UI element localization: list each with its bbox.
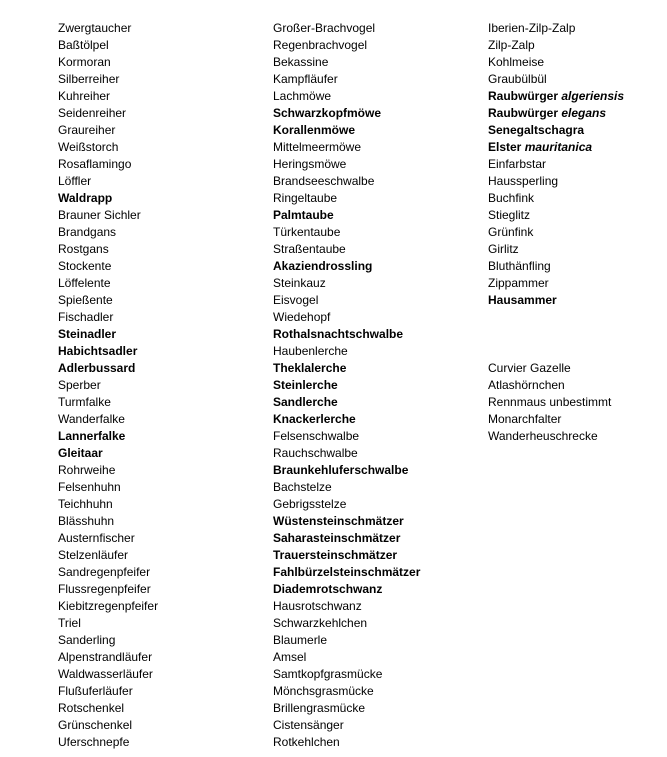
species-name: Seidenreiher bbox=[58, 106, 127, 120]
species-name: Rothalsnachtschwalbe bbox=[273, 327, 404, 341]
species-entry bbox=[58, 530, 158, 547]
species-entry bbox=[273, 683, 420, 700]
species-name: Teichhuhn bbox=[58, 497, 113, 511]
species-entry bbox=[488, 71, 624, 88]
species-name: Steinadler bbox=[58, 327, 117, 341]
species-entry bbox=[488, 20, 624, 37]
species-name: Wiedehopf bbox=[273, 310, 331, 324]
species-name: Wanderfalke bbox=[58, 412, 125, 426]
species-entry bbox=[273, 20, 420, 37]
species-entry bbox=[273, 581, 420, 598]
species-name: Steinlerche bbox=[273, 378, 338, 392]
species-entry bbox=[488, 275, 624, 292]
species-entry bbox=[58, 496, 158, 513]
species-name: Wanderheuschrecke bbox=[488, 429, 598, 443]
species-name: Cistensänger bbox=[273, 718, 344, 732]
species-name: Waldwasserläufer bbox=[58, 667, 153, 681]
species-name: Trauersteinschmätzer bbox=[273, 548, 398, 562]
species-entry bbox=[273, 632, 420, 649]
species-entry bbox=[273, 88, 420, 105]
species-entry bbox=[58, 394, 158, 411]
species-entry bbox=[488, 88, 624, 105]
species-entry bbox=[58, 224, 158, 241]
species-entry bbox=[58, 105, 158, 122]
species-entry bbox=[58, 71, 158, 88]
species-entry bbox=[58, 377, 158, 394]
species-entry bbox=[273, 156, 420, 173]
species-column-1 bbox=[58, 20, 158, 751]
species-entry bbox=[488, 292, 624, 309]
species-name: Schwarzkehlchen bbox=[273, 616, 368, 630]
species-name: Steinkauz bbox=[273, 276, 326, 290]
species-name: Gebrigsstelze bbox=[273, 497, 347, 511]
species-name: Bluthänfling bbox=[488, 259, 551, 273]
species-name: Elster bbox=[488, 140, 522, 154]
species-entry bbox=[488, 139, 624, 156]
species-entry bbox=[273, 377, 420, 394]
species-name: Graubülbül bbox=[488, 72, 547, 86]
species-name: Theklalerche bbox=[273, 361, 347, 375]
species-entry bbox=[58, 326, 158, 343]
species-entry bbox=[58, 666, 158, 683]
species-name: Raubwürger bbox=[488, 89, 559, 103]
species-entry bbox=[488, 190, 624, 207]
species-name: Grünschenkel bbox=[58, 718, 133, 732]
species-name: Flußuferläufer bbox=[58, 684, 133, 698]
species-name: Zwergtaucher bbox=[58, 21, 132, 35]
species-name: Regenbrachvogel bbox=[273, 38, 368, 52]
species-entry bbox=[58, 513, 158, 530]
species-entry bbox=[488, 241, 624, 258]
species-name: Atlashörnchen bbox=[488, 378, 565, 392]
species-name: Grünfink bbox=[488, 225, 534, 239]
species-entry bbox=[58, 54, 158, 71]
species-name: Spießente bbox=[58, 293, 113, 307]
species-name: Schwarzkopfmöwe bbox=[273, 106, 382, 120]
species-entry bbox=[488, 377, 611, 394]
species-name: Brauner Sichler bbox=[58, 208, 141, 222]
species-name: Löffler bbox=[58, 174, 92, 188]
species-name: Silberreiher bbox=[58, 72, 120, 86]
species-entry bbox=[273, 428, 420, 445]
species-entry bbox=[273, 564, 420, 581]
species-entry bbox=[58, 190, 158, 207]
species-name: Bachstelze bbox=[273, 480, 332, 494]
species-entry bbox=[58, 173, 158, 190]
species-entry bbox=[273, 666, 420, 683]
species-name: Girlitz bbox=[488, 242, 519, 256]
species-name: Baßtölpel bbox=[58, 38, 109, 52]
species-entry bbox=[273, 122, 420, 139]
species-name: Sandregenpfeifer bbox=[58, 565, 151, 579]
species-entry bbox=[488, 156, 624, 173]
species-entry bbox=[58, 411, 158, 428]
species-entry bbox=[58, 479, 158, 496]
species-entry bbox=[58, 241, 158, 258]
species-name: Braunkehluferschwalbe bbox=[273, 463, 409, 477]
species-entry bbox=[273, 139, 420, 156]
species-entry bbox=[273, 173, 420, 190]
species-name: Türkentaube bbox=[273, 225, 341, 239]
species-name: Curvier Gazelle bbox=[488, 361, 571, 375]
species-name: Rostgans bbox=[58, 242, 109, 256]
species-entry bbox=[58, 615, 158, 632]
species-entry bbox=[273, 309, 420, 326]
species-name: Lannerfalke bbox=[58, 429, 126, 443]
species-entry bbox=[58, 564, 158, 581]
species-name: Löffelente bbox=[58, 276, 111, 290]
species-entry bbox=[273, 717, 420, 734]
species-entry bbox=[273, 734, 420, 751]
species-entry bbox=[58, 462, 158, 479]
species-entry bbox=[273, 71, 420, 88]
species-name: Haussperling bbox=[488, 174, 559, 188]
species-name: Straßentaube bbox=[273, 242, 346, 256]
species-subspecies: algeriensis bbox=[561, 89, 625, 103]
species-name: Habichtsadler bbox=[58, 344, 138, 358]
species-entry bbox=[58, 156, 158, 173]
species-entry bbox=[58, 275, 158, 292]
species-column-3 bbox=[488, 20, 624, 309]
species-entry bbox=[58, 649, 158, 666]
species-name: Korallenmöwe bbox=[273, 123, 356, 137]
species-entry bbox=[273, 190, 420, 207]
species-entry bbox=[488, 122, 624, 139]
species-entry bbox=[488, 54, 624, 71]
species-name: Heringsmöwe bbox=[273, 157, 347, 171]
species-entry bbox=[488, 394, 611, 411]
species-name: Rotkehlchen bbox=[273, 735, 340, 749]
species-name: Fischadler bbox=[58, 310, 114, 324]
species-entry bbox=[58, 37, 158, 54]
species-name: Felsenhuhn bbox=[58, 480, 121, 494]
species-name: Ringeltaube bbox=[273, 191, 338, 205]
species-entry bbox=[273, 343, 420, 360]
species-entry bbox=[273, 547, 420, 564]
species-name: Kohlmeise bbox=[488, 55, 545, 69]
species-name: Amsel bbox=[273, 650, 307, 664]
species-name: Iberien-Zilp-Zalp bbox=[488, 21, 576, 35]
species-name: Austernfischer bbox=[58, 531, 135, 545]
species-name: Weißstorch bbox=[58, 140, 119, 154]
species-subspecies: elegans bbox=[561, 106, 607, 120]
species-name: Lachmöwe bbox=[273, 89, 332, 103]
species-entry bbox=[273, 105, 420, 122]
species-entry bbox=[488, 207, 624, 224]
species-entry bbox=[58, 207, 158, 224]
species-name: Felsenschwalbe bbox=[273, 429, 360, 443]
mammal-insect-column bbox=[488, 360, 611, 445]
species-name: Gleitaar bbox=[58, 446, 103, 460]
species-name: Triel bbox=[58, 616, 81, 630]
species-entry bbox=[58, 547, 158, 564]
species-name: Akaziendrossling bbox=[273, 259, 373, 273]
species-name: Mönchsgrasmücke bbox=[273, 684, 374, 698]
species-name: Rotschenkel bbox=[58, 701, 125, 715]
species-entry bbox=[273, 224, 420, 241]
species-entry bbox=[273, 462, 420, 479]
species-subspecies: mauritanica bbox=[524, 140, 593, 154]
species-name: Waldrapp bbox=[58, 191, 113, 205]
species-name: Saharasteinschmätzer bbox=[273, 531, 401, 545]
species-entry bbox=[488, 360, 611, 377]
species-name: Blässhuhn bbox=[58, 514, 115, 528]
species-entry bbox=[273, 326, 420, 343]
species-name: Alpenstrandläufer bbox=[58, 650, 153, 664]
species-entry bbox=[58, 581, 158, 598]
species-entry bbox=[273, 530, 420, 547]
species-name: Brillengrasmücke bbox=[273, 701, 366, 715]
species-name: Rennmaus unbestimmt bbox=[488, 395, 612, 409]
species-entry bbox=[488, 105, 624, 122]
species-entry bbox=[58, 360, 158, 377]
species-name: Mittelmeermöwe bbox=[273, 140, 362, 154]
species-column-2 bbox=[273, 20, 420, 751]
species-entry bbox=[58, 20, 158, 37]
species-entry bbox=[58, 309, 158, 326]
species-entry bbox=[58, 734, 158, 751]
species-entry bbox=[58, 139, 158, 156]
species-name: Samtkopfgrasmücke bbox=[273, 667, 383, 681]
species-name: Brandgans bbox=[58, 225, 117, 239]
species-entry bbox=[58, 717, 158, 734]
species-entry bbox=[488, 173, 624, 190]
species-name: Großer-Brachvogel bbox=[273, 21, 376, 35]
species-name: Stockente bbox=[58, 259, 112, 273]
species-entry bbox=[58, 445, 158, 462]
species-name: Rohrweihe bbox=[58, 463, 116, 477]
species-entry bbox=[273, 479, 420, 496]
species-entry bbox=[273, 207, 420, 224]
species-entry bbox=[488, 411, 611, 428]
species-name: Adlerbussard bbox=[58, 361, 136, 375]
species-entry bbox=[273, 445, 420, 462]
species-entry bbox=[58, 258, 158, 275]
species-entry bbox=[58, 428, 158, 445]
species-name: Eisvogel bbox=[273, 293, 319, 307]
species-name: Stelzenläufer bbox=[58, 548, 129, 562]
species-name: Fahlbürzelsteinschmätzer bbox=[273, 565, 421, 579]
species-name: Blaumerle bbox=[273, 633, 328, 647]
species-name: Kuhreiher bbox=[58, 89, 111, 103]
species-entry bbox=[488, 258, 624, 275]
species-entry bbox=[58, 700, 158, 717]
species-name: Monarchfalter bbox=[488, 412, 562, 426]
species-entry bbox=[488, 37, 624, 54]
species-name: Stieglitz bbox=[488, 208, 531, 222]
species-entry bbox=[273, 292, 420, 309]
species-entry bbox=[273, 258, 420, 275]
species-name: Rauchschwalbe bbox=[273, 446, 358, 460]
species-entry bbox=[273, 275, 420, 292]
species-name: Sanderling bbox=[58, 633, 116, 647]
species-name: Zilp-Zalp bbox=[488, 38, 535, 52]
species-entry bbox=[273, 598, 420, 615]
species-entry bbox=[273, 411, 420, 428]
species-entry bbox=[273, 37, 420, 54]
species-name: Kampfläufer bbox=[273, 72, 338, 86]
species-name: Kormoran bbox=[58, 55, 111, 69]
species-entry bbox=[273, 241, 420, 258]
species-name: Rosaflamingo bbox=[58, 157, 132, 171]
species-name: Knackerlerche bbox=[273, 412, 356, 426]
species-entry bbox=[58, 88, 158, 105]
species-name: Uferschnepfe bbox=[58, 735, 130, 749]
species-name: Flussregenpfeifer bbox=[58, 582, 151, 596]
species-name: Sperber bbox=[58, 378, 101, 392]
species-name: Diademrotschwanz bbox=[273, 582, 383, 596]
species-entry bbox=[58, 683, 158, 700]
species-entry bbox=[58, 122, 158, 139]
species-entry bbox=[488, 224, 624, 241]
species-entry bbox=[273, 700, 420, 717]
species-entry bbox=[273, 649, 420, 666]
species-name: Raubwürger bbox=[488, 106, 559, 120]
species-entry bbox=[273, 513, 420, 530]
species-name: Graureiher bbox=[58, 123, 116, 137]
species-entry bbox=[58, 292, 158, 309]
species-entry bbox=[488, 428, 611, 445]
species-name: Hausrotschwanz bbox=[273, 599, 362, 613]
species-entry bbox=[273, 615, 420, 632]
species-name: Palmtaube bbox=[273, 208, 334, 222]
species-entry bbox=[273, 496, 420, 513]
species-entry bbox=[58, 343, 158, 360]
species-name: Buchfink bbox=[488, 191, 535, 205]
species-entry bbox=[273, 360, 420, 377]
species-name: Bekassine bbox=[273, 55, 329, 69]
species-name: Kiebitzregenpfeifer bbox=[58, 599, 159, 613]
species-name: Brandseeschwalbe bbox=[273, 174, 375, 188]
species-name: Haubenlerche bbox=[273, 344, 348, 358]
species-name: Sandlerche bbox=[273, 395, 338, 409]
species-name: Zippammer bbox=[488, 276, 549, 290]
species-name: Hausammer bbox=[488, 293, 557, 307]
species-name: Wüstensteinschmätzer bbox=[273, 514, 404, 528]
species-name: Senegaltschagra bbox=[488, 123, 585, 137]
species-entry bbox=[273, 54, 420, 71]
species-entry bbox=[273, 394, 420, 411]
species-entry bbox=[58, 598, 158, 615]
species-entry bbox=[58, 632, 158, 649]
species-name: Turmfalke bbox=[58, 395, 111, 409]
species-name: Einfarbstar bbox=[488, 157, 547, 171]
